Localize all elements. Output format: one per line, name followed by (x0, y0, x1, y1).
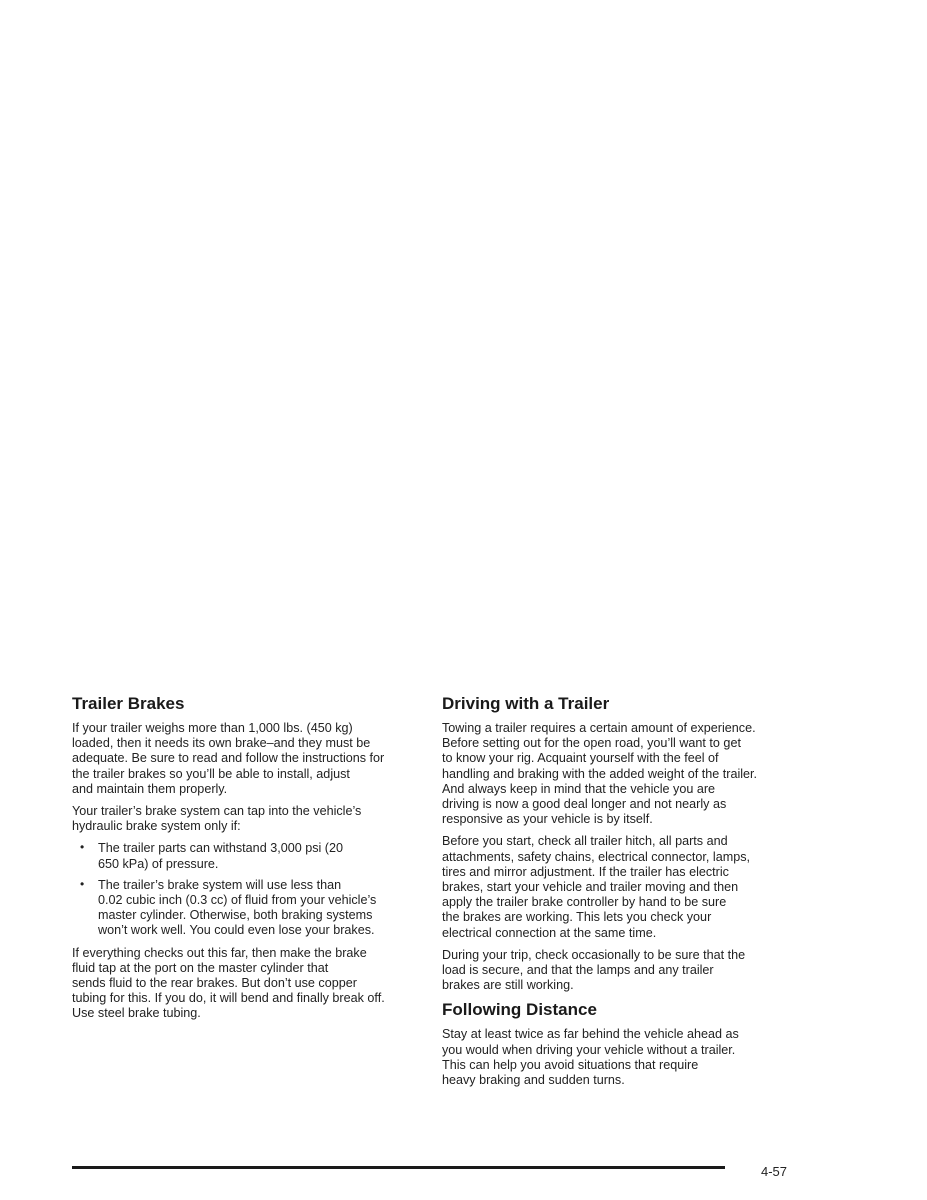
text-line: Stay at least twice as far behind the vehicle ahead as (442, 1027, 739, 1042)
text-line: attachments, safety chains, electrical connector, lamps, (442, 849, 750, 864)
text-line: apply the trailer brake controller by hand to be sure (442, 895, 727, 910)
right-column (442, 694, 802, 1095)
bullet-dot-icon: • (80, 840, 85, 855)
text-line: won’t work well. You could even lose your brakes. (98, 923, 375, 938)
text-line: And always keep in mind that the vehicle you are (442, 781, 716, 796)
text-line: the brakes are working. This lets you check your (442, 910, 712, 925)
heading-following-distance: Following Distance (442, 1000, 597, 1020)
text-line: tubing for this. If you do, it will bend and finally break off. (72, 991, 385, 1006)
text-line: fluid tap at the port on the master cylinder that (72, 960, 329, 975)
text-line: load is secure, and that the lamps and any trailer (442, 963, 714, 978)
paragraph-brake-fluid-tap (72, 946, 422, 1022)
section-trailer-brakes (72, 694, 422, 1022)
footer-divider (72, 1166, 725, 1169)
text-line: The trailer’s brake system will use less than (98, 877, 342, 892)
text-line: During your trip, check occasionally to be sure that the (442, 947, 746, 962)
text-line: Before you start, check all trailer hitch, all parts and (442, 834, 728, 849)
text-line: adequate. Be sure to read and follow the instructions for (72, 751, 385, 766)
paragraph-following-distance (442, 1027, 802, 1088)
text-line: brakes, start your vehicle and trailer moving and then (442, 880, 739, 895)
bullet-dot-icon: • (80, 876, 85, 891)
paragraph-during-trip (442, 948, 802, 994)
text-line: you would when driving your vehicle without a trailer. (442, 1042, 736, 1057)
text-line: 0.02 cubic inch (0.3 cc) of fluid from your vehicle’s (98, 893, 377, 908)
section-following-distance (442, 1000, 802, 1088)
text-line: heavy braking and sudden turns. (442, 1073, 625, 1088)
text-line: If your trailer weighs more than 1,000 lbs. (450 kg) (72, 721, 353, 735)
text-line: the trailer brakes so you’ll be able to install, adjust (72, 766, 350, 781)
text-line: brakes are still working. (442, 978, 574, 993)
text-line: to know your rig. Acquaint yourself with the feel of (442, 751, 719, 766)
bullet-item (72, 841, 422, 871)
text-line: sends fluid to the rear brakes. But don’t use copper (72, 976, 357, 991)
text-line: handling and braking with the added weight of the trailer. (442, 766, 758, 781)
text-line: electrical connection at the same time. (442, 925, 657, 940)
text-line: responsive as your vehicle is by itself. (442, 812, 653, 827)
text-line: This can help you avoid situations that require (442, 1057, 699, 1072)
heading-trailer-brakes: Trailer Brakes (72, 694, 185, 713)
text-line: 650 kPa) of pressure. (98, 856, 219, 871)
text-line: driving is now a good deal longer and not nearly as (442, 797, 727, 812)
left-column (72, 694, 422, 1029)
text-line: If everything checks out this far, then make the brake (72, 945, 367, 960)
paragraph-before-you-start (442, 834, 802, 940)
bullet-item (72, 878, 422, 939)
heading-driving-with-trailer: Driving with a Trailer (442, 694, 610, 713)
text-line: Use steel brake tubing. (72, 1006, 201, 1021)
text-line: master cylinder. Otherwise, both braking systems (98, 908, 373, 923)
page-number: 4-57 (761, 1164, 788, 1179)
text-line: The trailer parts can withstand 3,000 psi (20 (98, 841, 344, 856)
text-line: hydraulic brake system only if: (72, 819, 241, 834)
paragraph-trailer-weight (72, 721, 422, 797)
paragraph-brake-system-tap (72, 804, 422, 834)
bullet-list (72, 841, 422, 938)
text-line: loaded, then it needs its own brake–and they must be (72, 736, 371, 751)
text-line: tires and mirror adjustment. If the trailer has electric (442, 864, 729, 879)
text-line: Before setting out for the open road, you’ll want to get (442, 736, 741, 751)
text-line: and maintain them properly. (72, 781, 228, 796)
text-line: Your trailer’s brake system can tap into the vehicle’s (72, 804, 362, 819)
paragraph-towing-experience (442, 721, 802, 827)
section-driving-with-trailer (442, 694, 802, 993)
text-line: Towing a trailer requires a certain amount of experience. (442, 721, 756, 735)
